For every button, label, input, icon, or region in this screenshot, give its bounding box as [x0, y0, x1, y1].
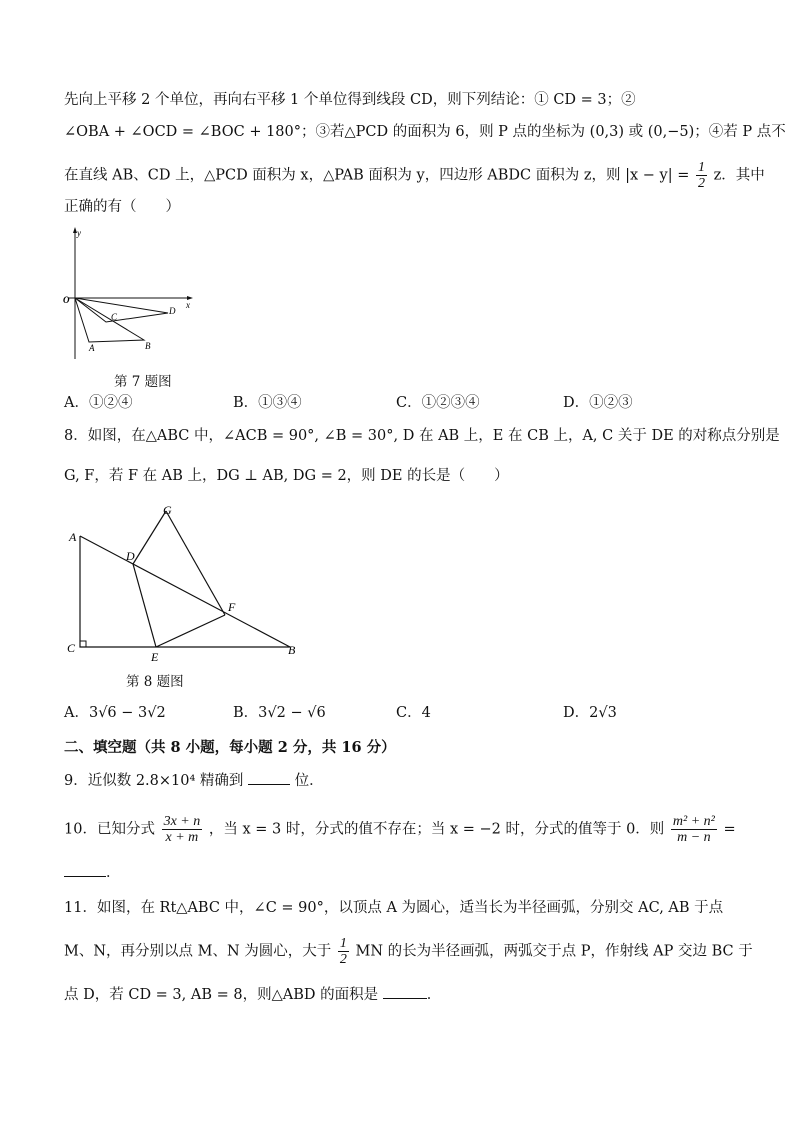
- q10-fraction-1: [162, 814, 203, 845]
- fig8-label-a: A: [69, 530, 77, 544]
- q11-line-3-text: 点 D，若 CD = 3, AB = 8，则△ABD 的面积是: [64, 987, 379, 1003]
- section-2-heading: 二、填空题（共 8 小题，每小题 2 分，共 16 分）: [64, 739, 396, 756]
- fig7-triangle-ocd: [75, 298, 168, 322]
- q10-frac2-den: m − n: [677, 830, 711, 845]
- q7-option-b: B．①③④: [233, 395, 302, 411]
- q10-end: ．: [106, 865, 121, 881]
- fig8-label-c: C: [67, 641, 76, 655]
- q11-line-2-tail: MN 的长为半径画弧，两弧交于点 P，作射线 AP 交边 BC 于: [355, 943, 753, 960]
- q10: [64, 814, 736, 845]
- figure-7: [58, 224, 208, 364]
- q8-option-c: C．4: [396, 705, 431, 721]
- q11-line-2-text: M、N，再分别以点 M、N 为圆心，大于: [64, 943, 332, 960]
- fig8-label-d: D: [126, 549, 135, 563]
- q10-frac2-num: m² + n²: [672, 814, 715, 829]
- q8-line-2: G, F，若 F 在 AB 上，DG ⊥ AB, DG = 2，则 DE 的长是（ ）: [64, 468, 509, 484]
- q7-line-1: 先向上平移 2 个单位，再向右平移 1 个单位得到线段 CD，则下列结论：① CD = 3；②: [64, 92, 636, 108]
- fig7-label-b: B: [145, 341, 151, 351]
- fig7-label-o: O: [63, 295, 70, 305]
- q7-option-c: C．①②③④: [396, 395, 480, 411]
- q10-fraction-2: [671, 814, 717, 845]
- fig8-segment-de: [133, 564, 156, 647]
- q8-option-a: A．3√6 − 3√2: [64, 705, 166, 721]
- q7-option-a: A．①②④: [64, 395, 133, 411]
- q7-line-3: [64, 160, 765, 191]
- fig8-segment-ef: [156, 615, 225, 647]
- figure-8: [60, 498, 310, 670]
- fig8-right-angle-mark: [80, 641, 86, 647]
- q9: [64, 770, 324, 791]
- q11-fraction: [338, 936, 349, 967]
- q11-line-1: 11．如图，在 Rt△ABC 中，∠C = 90°，以顶点 A 为圆心，适当长为半径画弧，分别交 AC, AB 于点: [64, 900, 724, 916]
- q11-line-3: [64, 984, 441, 1005]
- q9-prefix: 9．近似数 2.8×10⁴ 精确到: [64, 773, 244, 789]
- q10-text-b: ，当 x = 3 时，分式的值不存在；当 x = −2 时，分式的值等于 0．则: [208, 821, 665, 838]
- fig8-label-e: E: [151, 650, 159, 664]
- fig7-triangle-oab: [75, 298, 144, 342]
- fig8-segment-gf: [166, 511, 225, 615]
- q10-blank: [64, 862, 106, 877]
- fig7-label-x: x: [186, 300, 190, 310]
- fig7-label-d: D: [169, 306, 176, 316]
- q11-blank: [383, 984, 427, 999]
- q7-fraction: [696, 160, 707, 191]
- q9-suffix: 位．: [294, 773, 324, 789]
- q10-answer-line: [64, 862, 121, 883]
- fig8-caption: 第 8 题图: [126, 674, 184, 690]
- q11-frac-num: 1: [339, 936, 347, 951]
- q10-frac1-num: 3x + n: [163, 814, 201, 829]
- q7-frac-num: 1: [698, 160, 705, 175]
- fig8-label-b: B: [288, 643, 296, 657]
- fig7-label-c: C: [111, 312, 118, 322]
- q7-option-d: D．①②③: [563, 395, 633, 411]
- q10-text-c: =: [723, 821, 736, 838]
- q8-option-b: B．3√2 − √6: [233, 705, 326, 721]
- fig8-label-f: F: [228, 600, 236, 614]
- fig7-caption: 第 7 题图: [114, 374, 172, 390]
- q10-text-a: 10．已知分式: [64, 821, 155, 838]
- fig7-label-a: A: [89, 343, 95, 353]
- q7-line-3-tail: z．其中: [713, 167, 765, 184]
- fig8-segment-dg: [133, 511, 166, 564]
- q7-line-2: ∠OBA + ∠OCD = ∠BOC + 180°；③若△PCD 的面积为 6，则 P 点的坐标为 (0,3) 或 (0,−5)；④若 P 点不: [64, 124, 786, 140]
- q10-frac1-den: x + m: [165, 830, 199, 845]
- q8-line-1: 8．如图，在△ABC 中，∠ACB = 90°, ∠B = 30°, D 在 AB 上，E 在 CB 上，A, C 关于 DE 的对称点分别是: [64, 428, 780, 444]
- q9-blank: [248, 770, 290, 785]
- q11-line-3-end: ．: [426, 987, 442, 1003]
- fig8-triangle-abc: [80, 536, 290, 647]
- fig7-label-y: y: [77, 228, 81, 238]
- q11-frac-den: 2: [339, 952, 347, 967]
- fig8-label-g: G: [163, 503, 172, 517]
- q7-line-4: 正确的有（ ）: [64, 199, 180, 215]
- q8-option-d: D．2√3: [563, 705, 617, 721]
- q7-frac-den: 2: [698, 176, 705, 191]
- q7-line-3-text: 在直线 AB、CD 上，△PCD 面积为 x，△PAB 面积为 y，四边形 ABDC 面积为 z，则 |x − y| =: [64, 167, 690, 184]
- q11-line-2: [64, 936, 753, 967]
